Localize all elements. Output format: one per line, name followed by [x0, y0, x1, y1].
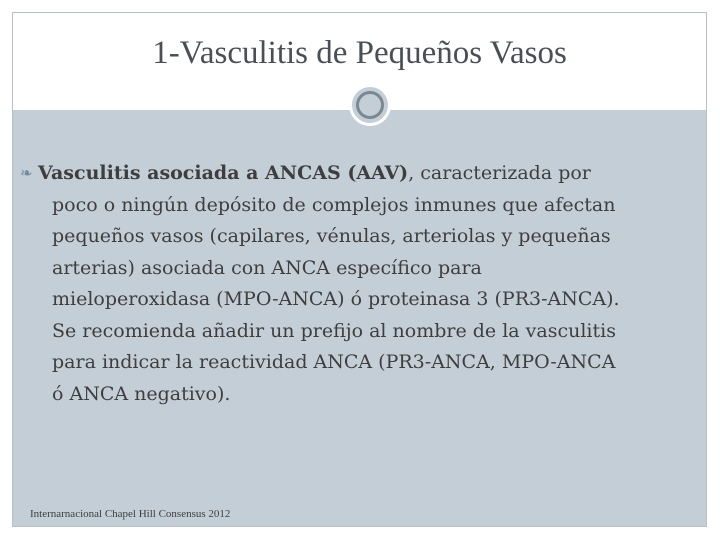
slide-body — [20, 158, 688, 410]
body-line-7: para indicar la reactividad ANCA (PR3-ANCA, MPO-ANCA — [52, 351, 616, 373]
slide-title: 1-Vasculitis de Pequeños Vasos — [152, 35, 567, 71]
line1-rest: , caracterizada por — [408, 162, 591, 184]
body-line-6: Se recomienda añadir un prefijo al nombre de la vasculitis — [52, 319, 616, 342]
bullet-flower-icon: ❧ — [20, 164, 33, 182]
bold-intro: Vasculitis asociada a ANCAS (AAV) — [38, 162, 409, 184]
ring-inner — [356, 91, 384, 119]
bullet-line — [20, 158, 688, 190]
body-line-4: arterias) asociada con ANCA específico para — [52, 256, 482, 279]
slide-footer: Internarnacional Chapel Hill Consensus 2012 — [30, 508, 231, 520]
body-line-8: ó ANCA negativo). — [52, 382, 231, 405]
ring-ornament-icon — [349, 84, 391, 126]
body-line-5: mieloperoxidasa (MPO-ANCA) ó proteinasa 3 (PR3-ANCA). — [52, 288, 620, 310]
body-line-3: pequeños vasos (capilares, vénulas, arteriolas y pequeñas — [52, 225, 611, 247]
body-line-2: poco o ningún depósito de complejos inmunes que afectan — [52, 193, 616, 216]
